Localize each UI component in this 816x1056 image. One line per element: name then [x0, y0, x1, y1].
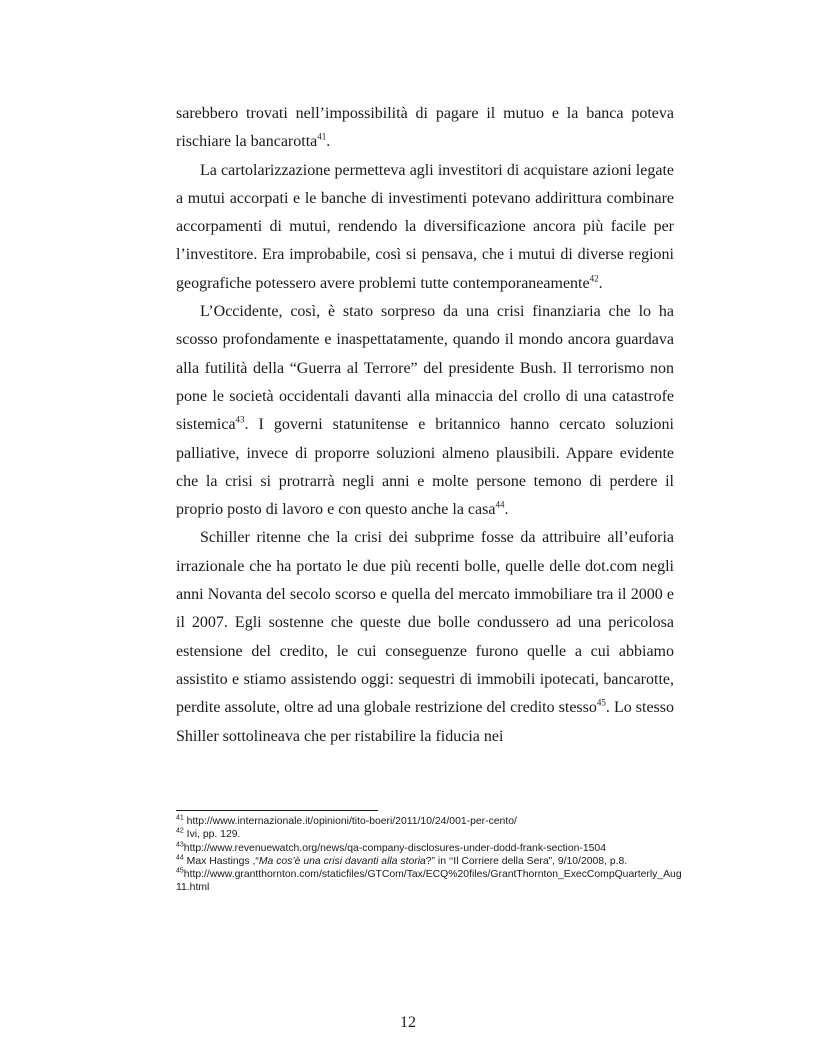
- paragraph-text: .: [504, 501, 509, 519]
- paragraph-text: La cartolarizzazione permetteva agli investitori di acquistare azioni legate a mutui accorpati e le banche di investimenti potevano addirittura combinare accorpamenti di mutui, rendendo la diversificazione ancora più facile per l’investitore. Era improbabile, così si pensava, che i mutui di diverse regioni geografiche potessero avere problemi tutte contemporaneamente: [176, 161, 674, 292]
- paragraph: [176, 524, 674, 750]
- footnote-ref: 43: [235, 414, 245, 425]
- page-number: 12: [400, 1014, 416, 1031]
- paragraph-text: L’Occidente, così, è stato sorpreso da una crisi finanziaria che lo ha scosso profondamente e inaspettatamente, quando il mondo ancora guardava alla futilità della “Guerra al Terrore” del presidente Bush. Il terrorismo non pone le società occidentali davanti alla minaccia del crollo di una catastrofe sistemica: [176, 303, 674, 434]
- body-text: [176, 100, 674, 751]
- footnote-number: 42: [176, 827, 184, 835]
- footnote-separator: [176, 810, 378, 811]
- paragraph-text: . I governi statunitense e britannico hanno cercato soluzioni palliative, invece di proporre soluzioni almeno plausibili. Appare evidente che la crisi si protrarrà negli anni e molte persone temono di perdere il proprio posto di lavoro e con questo anche la casa: [176, 416, 674, 519]
- footnote-ref: 45: [596, 697, 606, 708]
- footnote-number: 44: [176, 854, 184, 862]
- paragraph: [176, 100, 674, 157]
- paragraph-text: . Lo stesso Shiller sottolineava che per ristabilire la fiducia nei: [176, 699, 674, 745]
- footnote-title: Ma cos’è una crisi davanti alla storia: [258, 855, 426, 867]
- footnote-text: Max Hastings ,“: [183, 855, 259, 867]
- paragraph-text: sarebbero trovati nell’impossibilità di pagare il mutuo e la banca poteva rischiare la bancarotta: [176, 105, 674, 151]
- paragraph-text: .: [326, 133, 331, 151]
- footnote-number: 45: [176, 867, 184, 875]
- footnote-ref: 42: [589, 273, 599, 284]
- paragraph-text: Schiller ritenne che la crisi dei subprime fosse da attribuire all’euforia irrazionale che ha portato le due più recenti bolle, quelle delle dot.com negli anni Novanta del secolo scorso e quella del mercato immobiliare tra il 2000 e il 2007. Egli sostenne che queste due bolle condussero ad una pericolosa estensione del credito, le cui conseguenze furono quelle a cui abbiamo assistito e stiamo assistendo oggi: sequestri di immobili ipotecati, bancarotte, perdite assolute, oltre ad una globale restrizione del credito stesso: [176, 529, 674, 717]
- footnote: [176, 828, 686, 841]
- footnote-ref: 41: [317, 131, 327, 142]
- footnote: [176, 855, 686, 868]
- paragraph: [176, 157, 674, 298]
- paragraph: [176, 298, 674, 524]
- footnote-text: http://www.internazionale.it/opinioni/tito-boeri/2011/10/24/001-per-cento/: [183, 816, 517, 827]
- footnote-number: 43: [176, 841, 184, 849]
- footnote-text: Ivi, pp. 129.: [183, 829, 241, 841]
- footnote: [176, 868, 686, 895]
- footnote-text: ?” in ‘‘Il Corriere della Sera”, 9/10/2008, p.8.: [425, 855, 628, 867]
- paragraph-text: .: [598, 274, 603, 292]
- footnote-text: http://www.revenuewatch.org/news/qa-company-disclosures-under-dodd-frank-section-1504: [183, 842, 606, 854]
- footnote-number: 41: [176, 814, 184, 822]
- footnote: [176, 815, 686, 828]
- footnote-ref: 44: [495, 499, 505, 510]
- footnote: [176, 842, 686, 855]
- footnotes: [176, 815, 686, 895]
- footnote-text: http://www.grantthornton.com/staticfiles/GTCom/Tax/ECQ%20files/GrantThornton_ExecCompQuarterly_Aug11.html: [176, 869, 682, 894]
